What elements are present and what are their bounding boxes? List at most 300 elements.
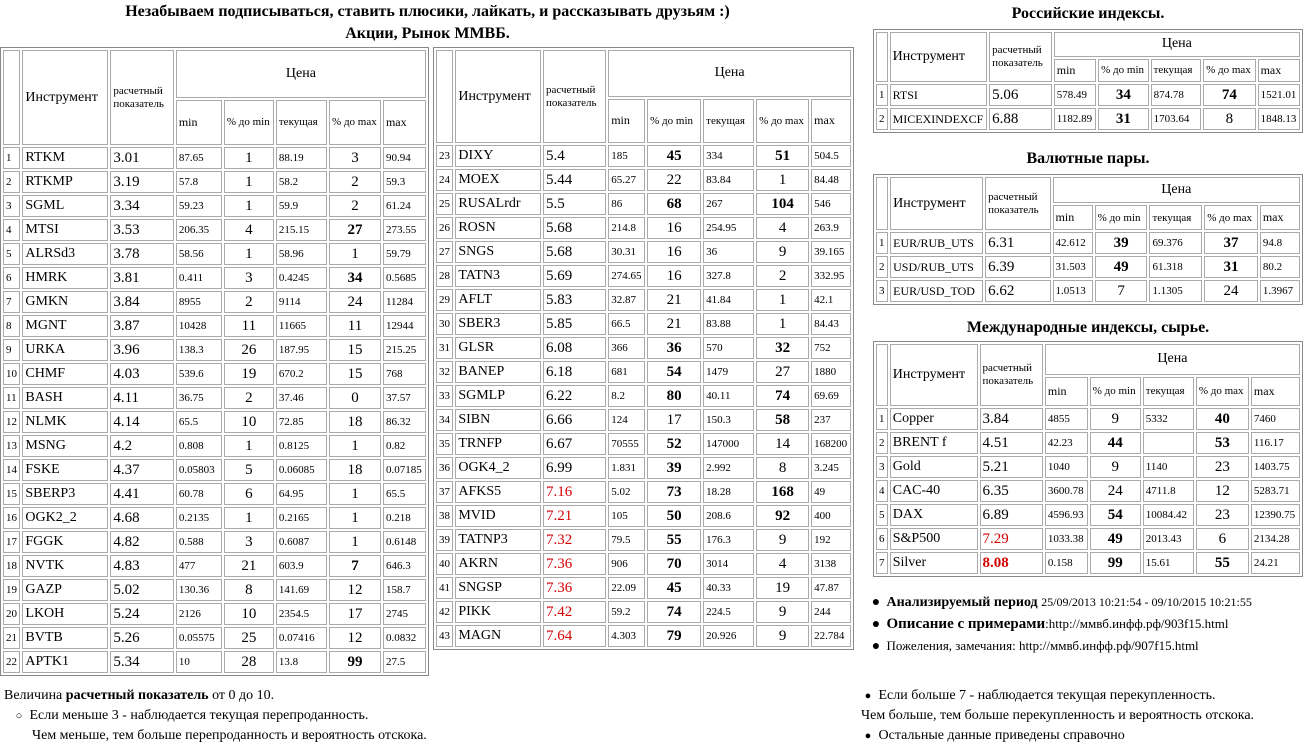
- circle-bullet-icon: ○: [15, 710, 23, 722]
- pct-to-max: 92: [756, 505, 809, 527]
- pct-to-max: 37: [1204, 232, 1258, 254]
- current-value: 1703.64: [1151, 108, 1201, 130]
- calc-value: 5.5: [543, 193, 606, 215]
- pct-to-min: 73: [647, 481, 701, 503]
- header-row: [436, 50, 851, 97]
- pct-to-min: 24: [1090, 480, 1141, 502]
- instrument-name: BVTB: [22, 627, 108, 649]
- header-to-max: % до max: [1203, 59, 1255, 82]
- pct-to-min: 36: [647, 337, 701, 359]
- instrument-name: URKA: [22, 339, 108, 361]
- footer-text-bold: расчетный показатель: [65, 688, 209, 703]
- header-line-2: Акции, Рынок ММВБ.: [345, 25, 510, 42]
- current-value: 1479: [703, 361, 754, 383]
- pct-to-min: 99: [1090, 552, 1141, 574]
- header-blank-cell: [436, 50, 453, 143]
- row-number: 2: [876, 256, 888, 278]
- pct-to-min: 52: [647, 433, 701, 455]
- pct-to-min: 1: [224, 243, 274, 265]
- examples-label: Описание с примерами: [886, 616, 1046, 632]
- max-value: 2134.28: [1251, 528, 1300, 550]
- bullet-icon: ●: [864, 730, 872, 742]
- row-number: 1: [876, 84, 888, 106]
- pct-to-min: 7: [1095, 280, 1148, 302]
- pct-to-max: 1: [756, 289, 809, 311]
- header-instrument: Инструмент: [455, 50, 541, 143]
- header-instrument: Инструмент: [890, 344, 978, 406]
- calc-value: 4.41: [110, 483, 173, 505]
- pct-to-min: 26: [224, 339, 274, 361]
- row-number: 8: [3, 315, 20, 337]
- header-max: max: [383, 100, 426, 145]
- calc-value: 6.39: [985, 256, 1050, 278]
- table-row: [3, 531, 426, 553]
- pct-to-max: 55: [1196, 552, 1249, 574]
- max-value: 546: [811, 193, 851, 215]
- header-current: текущая: [1143, 377, 1194, 406]
- max-value: 27.5: [383, 651, 426, 673]
- max-value: 1403.75: [1251, 456, 1300, 478]
- calc-value: 8.08: [980, 552, 1043, 574]
- current-value: 267: [703, 193, 754, 215]
- max-value: 12944: [383, 315, 426, 337]
- pct-to-max: 32: [756, 337, 809, 359]
- min-value: 31.503: [1053, 256, 1093, 278]
- min-value: 1.0513: [1053, 280, 1093, 302]
- min-value: 66.5: [608, 313, 645, 335]
- header-to-min: % до min: [1090, 377, 1141, 406]
- table-row: [436, 193, 851, 215]
- pct-to-max: 1: [329, 435, 381, 457]
- row-number: 5: [876, 504, 888, 526]
- intl-table: [873, 341, 1303, 577]
- instrument-name: EUR/USD_TOD: [890, 280, 983, 302]
- max-value: 69.69: [811, 385, 851, 407]
- current-value: 5332: [1143, 408, 1194, 430]
- calc-value: 3.01: [110, 147, 173, 169]
- row-number: 2: [3, 171, 20, 193]
- min-value: 477: [176, 555, 222, 577]
- row-number: 42: [436, 601, 453, 623]
- min-value: 366: [608, 337, 645, 359]
- row-number: 21: [3, 627, 20, 649]
- max-value: 12390.75: [1251, 504, 1300, 526]
- max-value: 752: [811, 337, 851, 359]
- row-number: 4: [3, 219, 20, 241]
- pct-to-min: 19: [224, 363, 274, 385]
- calc-value: 5.69: [543, 265, 606, 287]
- header-calc: расчетный показатель: [985, 177, 1050, 230]
- instrument-name: USD/RUB_UTS: [890, 256, 983, 278]
- pct-to-max: 17: [329, 603, 381, 625]
- table-row: [3, 387, 426, 409]
- calc-value: 5.34: [110, 651, 173, 673]
- pct-to-max: 27: [329, 219, 381, 241]
- calc-value: 4.14: [110, 411, 173, 433]
- table-row: [3, 363, 426, 385]
- max-value: 1880: [811, 361, 851, 383]
- min-value: 0.588: [176, 531, 222, 553]
- max-value: 7460: [1251, 408, 1300, 430]
- table-row: [876, 84, 1300, 106]
- footer-text: Остальные данные приведены справочно: [878, 728, 1125, 743]
- current-value: 176.3: [703, 529, 754, 551]
- instrument-name: SIBN: [455, 409, 541, 431]
- header-max: max: [1260, 205, 1300, 230]
- row-number: 12: [3, 411, 20, 433]
- current-value: 69.376: [1149, 232, 1202, 254]
- pct-to-max: 12: [1196, 480, 1249, 502]
- calc-value: 5.21: [980, 456, 1043, 478]
- instrument-name: TATN3: [455, 265, 541, 287]
- pct-to-max: 2: [329, 171, 381, 193]
- stocks-table-right: [433, 47, 854, 650]
- current-value: 1.1305: [1149, 280, 1202, 302]
- max-value: 1521.01: [1258, 84, 1300, 106]
- current-value: 36: [703, 241, 754, 263]
- current-value: 2354.5: [276, 603, 327, 625]
- pct-to-min: 3: [224, 531, 274, 553]
- pct-to-max: 8: [1203, 108, 1255, 130]
- row-number: 6: [3, 267, 20, 289]
- current-value: 187.95: [276, 339, 327, 361]
- pct-to-min: 16: [647, 217, 701, 239]
- row-number: 24: [436, 169, 453, 191]
- table-row: [3, 579, 426, 601]
- table-row: [876, 432, 1300, 454]
- table-row: [876, 408, 1300, 430]
- header-min: min: [1054, 59, 1096, 82]
- pct-to-max: 51: [756, 145, 809, 167]
- header-row: [876, 344, 1300, 375]
- table-row: [876, 480, 1300, 502]
- row-number: 26: [436, 217, 453, 239]
- pct-to-min: 39: [1095, 232, 1148, 254]
- current-value: 0.4245: [276, 267, 327, 289]
- current-value: 88.19: [276, 147, 327, 169]
- min-value: 130.36: [176, 579, 222, 601]
- instrument-name: DIXY: [455, 145, 541, 167]
- row-number: 22: [3, 651, 20, 673]
- instrument-name: CAC-40: [890, 480, 978, 502]
- calc-value: 5.4: [543, 145, 606, 167]
- min-value: 124: [608, 409, 645, 431]
- min-value: 10: [176, 651, 222, 673]
- max-value: 332.95: [811, 265, 851, 287]
- pct-to-min: 2: [224, 387, 274, 409]
- pct-to-max: 1: [329, 507, 381, 529]
- calc-value: 3.34: [110, 195, 173, 217]
- header-current: текущая: [1151, 59, 1201, 82]
- table-row: [3, 291, 426, 313]
- instrument-name: SNGSP: [455, 577, 541, 599]
- calc-value: 4.2: [110, 435, 173, 457]
- calc-value: 5.68: [543, 241, 606, 263]
- max-value: 768: [383, 363, 426, 385]
- pct-to-min: 8: [224, 579, 274, 601]
- header-price: Цена: [176, 50, 426, 98]
- current-value: 15.61: [1143, 552, 1194, 574]
- table-row: [3, 627, 426, 649]
- row-number: 25: [436, 193, 453, 215]
- header-current: текущая: [1149, 205, 1202, 230]
- max-value: 0.218: [383, 507, 426, 529]
- pct-to-min: 54: [1090, 504, 1141, 526]
- pct-to-max: 9: [756, 625, 809, 647]
- calc-value: 6.62: [985, 280, 1050, 302]
- table-row: [876, 280, 1300, 302]
- table-row: [436, 481, 851, 503]
- table-row: [876, 108, 1300, 130]
- pct-to-min: 28: [224, 651, 274, 673]
- max-value: 22.784: [811, 625, 851, 647]
- header-current: текущая: [276, 100, 327, 145]
- pct-to-max: 7: [329, 555, 381, 577]
- row-number: 2: [876, 432, 888, 454]
- pct-to-max: 1: [329, 483, 381, 505]
- instrument-name: RUSALrdr: [455, 193, 541, 215]
- ru-indices-title: Российские индексы.: [1011, 5, 1165, 22]
- pct-to-min: 10: [224, 603, 274, 625]
- header-price: Цена: [1045, 344, 1300, 375]
- min-value: 8955: [176, 291, 222, 313]
- pct-to-min: 1: [224, 147, 274, 169]
- min-value: 10428: [176, 315, 222, 337]
- row-number: 7: [3, 291, 20, 313]
- max-value: 0.0832: [383, 627, 426, 649]
- pct-to-max: 18: [329, 459, 381, 481]
- instrument-name: AKRN: [455, 553, 541, 575]
- wishes-link[interactable]: Пожеления, замечания: http://ммвб.инфф.рф/907f15.html: [886, 638, 1199, 653]
- row-number: 3: [876, 280, 888, 302]
- footer-text: Если больше 7 - наблюдается текущая перекупленность.: [878, 688, 1216, 703]
- min-value: 5.02: [608, 481, 645, 503]
- calc-value: 6.88: [989, 108, 1052, 130]
- period-value: 25/09/2013 10:21:54 - 09/10/2015 10:21:55: [1041, 595, 1252, 609]
- current-value: 215.15: [276, 219, 327, 241]
- current-value: 208.6: [703, 505, 754, 527]
- current-value: 40.11: [703, 385, 754, 407]
- pct-to-min: 1: [224, 507, 274, 529]
- instrument-name: BANEP: [455, 361, 541, 383]
- current-value: 147000: [703, 433, 754, 455]
- calc-value: 5.68: [543, 217, 606, 239]
- instrument-name: MICEXINDEXCF: [890, 108, 988, 130]
- table-row: [3, 411, 426, 433]
- min-value: 185: [608, 145, 645, 167]
- pct-to-min: 2: [224, 291, 274, 313]
- table-row: [3, 459, 426, 481]
- current-value: 58.96: [276, 243, 327, 265]
- calc-value: 3.96: [110, 339, 173, 361]
- footer-left: [4, 686, 704, 746]
- calc-value: 5.24: [110, 603, 173, 625]
- table-row: [436, 577, 851, 599]
- instrument-name: APTK1: [22, 651, 108, 673]
- row-number: 35: [436, 433, 453, 455]
- calc-value: 7.36: [543, 553, 606, 575]
- max-value: 80.2: [1260, 256, 1300, 278]
- current-value: 0.6087: [276, 531, 327, 553]
- max-value: 49: [811, 481, 851, 503]
- min-value: 87.65: [176, 147, 222, 169]
- table-row: [3, 147, 426, 169]
- pct-to-max: 40: [1196, 408, 1249, 430]
- header-line-1: Незабываем подписываться, ставить плюсики, лайкать, и рассказывать друзьям :): [125, 3, 730, 20]
- calc-value: 4.68: [110, 507, 173, 529]
- current-value: 2.992: [703, 457, 754, 479]
- footer-right-line-2: Чем больше, тем больше перекупленность и вероятность отскока.: [861, 708, 1255, 723]
- max-value: 504.5: [811, 145, 851, 167]
- instrument-name: MGNT: [22, 315, 108, 337]
- row-number: 7: [876, 552, 888, 574]
- calc-value: 6.66: [543, 409, 606, 431]
- max-value: 0.6148: [383, 531, 426, 553]
- pct-to-max: 8: [756, 457, 809, 479]
- min-value: 36.75: [176, 387, 222, 409]
- footer-left-line-1: [4, 686, 704, 706]
- row-number: 5: [3, 243, 20, 265]
- header-to-max: % до max: [756, 99, 809, 143]
- table-row: [3, 651, 426, 673]
- min-value: 65.5: [176, 411, 222, 433]
- row-number: 32: [436, 361, 453, 383]
- min-value: 0.158: [1045, 552, 1088, 574]
- max-value: 0.07185: [383, 459, 426, 481]
- calc-value: 4.03: [110, 363, 173, 385]
- current-value: 13.8: [276, 651, 327, 673]
- row-number: 27: [436, 241, 453, 263]
- max-value: 39.165: [811, 241, 851, 263]
- footer-text: от 0 до 10.: [208, 688, 275, 703]
- pct-to-max: 53: [1196, 432, 1249, 454]
- max-value: 90.94: [383, 147, 426, 169]
- current-value: 20.926: [703, 625, 754, 647]
- current-value: 64.95: [276, 483, 327, 505]
- max-value: 11284: [383, 291, 426, 313]
- pct-to-min: 9: [1090, 408, 1141, 430]
- instrument-name: AFLT: [455, 289, 541, 311]
- calc-value: 6.89: [980, 504, 1043, 526]
- instrument-name: GLSR: [455, 337, 541, 359]
- current-value: 37.46: [276, 387, 327, 409]
- max-value: 3.245: [811, 457, 851, 479]
- current-value: 40.33: [703, 577, 754, 599]
- table-row: [436, 529, 851, 551]
- instrument-name: NLMK: [22, 411, 108, 433]
- pct-to-min: 44: [1090, 432, 1141, 454]
- current-value: 327.8: [703, 265, 754, 287]
- pct-to-max: 1: [329, 243, 381, 265]
- max-value: 42.1: [811, 289, 851, 311]
- instrument-name: MOEX: [455, 169, 541, 191]
- table-row: [436, 169, 851, 191]
- table-row: [876, 552, 1300, 574]
- calc-value: 3.87: [110, 315, 173, 337]
- instrument-name: SGML: [22, 195, 108, 217]
- pct-to-max: 2: [329, 195, 381, 217]
- min-value: 1033.38: [1045, 528, 1088, 550]
- pct-to-max: 1: [756, 169, 809, 191]
- table-row: [3, 603, 426, 625]
- min-value: 105: [608, 505, 645, 527]
- max-value: 5283.71: [1251, 480, 1300, 502]
- current-value: 3014: [703, 553, 754, 575]
- calc-value: 4.51: [980, 432, 1043, 454]
- instrument-name: OGK2_2: [22, 507, 108, 529]
- info-block: [869, 592, 1305, 657]
- instrument-name: LKOH: [22, 603, 108, 625]
- min-value: 22.09: [608, 577, 645, 599]
- pct-to-min: 10: [224, 411, 274, 433]
- pct-to-max: 4: [756, 553, 809, 575]
- max-value: 215.25: [383, 339, 426, 361]
- min-value: 65.27: [608, 169, 645, 191]
- pct-to-max: 4: [756, 217, 809, 239]
- row-number: 9: [3, 339, 20, 361]
- calc-value: 5.02: [110, 579, 173, 601]
- max-value: 0.82: [383, 435, 426, 457]
- row-number: 19: [3, 579, 20, 601]
- table-row: [436, 313, 851, 335]
- max-value: 59.3: [383, 171, 426, 193]
- current-value: 603.9: [276, 555, 327, 577]
- row-number: 18: [3, 555, 20, 577]
- row-number: 1: [876, 232, 888, 254]
- min-value: 138.3: [176, 339, 222, 361]
- row-number: 43: [436, 625, 453, 647]
- min-value: 4.303: [608, 625, 645, 647]
- row-number: 6: [876, 528, 888, 550]
- table-row: [436, 385, 851, 407]
- calc-value: 4.37: [110, 459, 173, 481]
- pct-to-max: 11: [329, 315, 381, 337]
- row-number: 3: [3, 195, 20, 217]
- pct-to-max: 23: [1196, 504, 1249, 526]
- header-instrument: Инструмент: [890, 32, 988, 82]
- calc-value: 7.16: [543, 481, 606, 503]
- calc-value: 6.18: [543, 361, 606, 383]
- header-to-max: % до max: [1196, 377, 1249, 406]
- pct-to-min: 9: [1090, 456, 1141, 478]
- max-value: 61.24: [383, 195, 426, 217]
- pct-to-max: 9: [756, 241, 809, 263]
- min-value: 4596.93: [1045, 504, 1088, 526]
- header-calc: расчетный показатель: [543, 50, 606, 143]
- pct-to-max: 12: [329, 579, 381, 601]
- instrument-name: NVTK: [22, 555, 108, 577]
- current-value: 670.2: [276, 363, 327, 385]
- table-row: [3, 435, 426, 457]
- current-value: 570: [703, 337, 754, 359]
- min-value: 42.612: [1053, 232, 1093, 254]
- row-number: 17: [3, 531, 20, 553]
- examples-link[interactable]: :http://ммвб.инфф.рф/903f15.html: [1045, 616, 1229, 631]
- current-value: 59.9: [276, 195, 327, 217]
- header-price: Цена: [1053, 177, 1300, 203]
- max-value: 158.7: [383, 579, 426, 601]
- ru-indices-table: [873, 29, 1303, 133]
- calc-value: 7.32: [543, 529, 606, 551]
- footer-text: Величина: [4, 688, 66, 703]
- instrument-name: TRNFP: [455, 433, 541, 455]
- instrument-name: FSKE: [22, 459, 108, 481]
- calc-value: 5.85: [543, 313, 606, 335]
- header-to-min: % до min: [224, 100, 274, 145]
- row-number: 15: [3, 483, 20, 505]
- pct-to-max: 1: [329, 531, 381, 553]
- instrument-name: ALRSd3: [22, 243, 108, 265]
